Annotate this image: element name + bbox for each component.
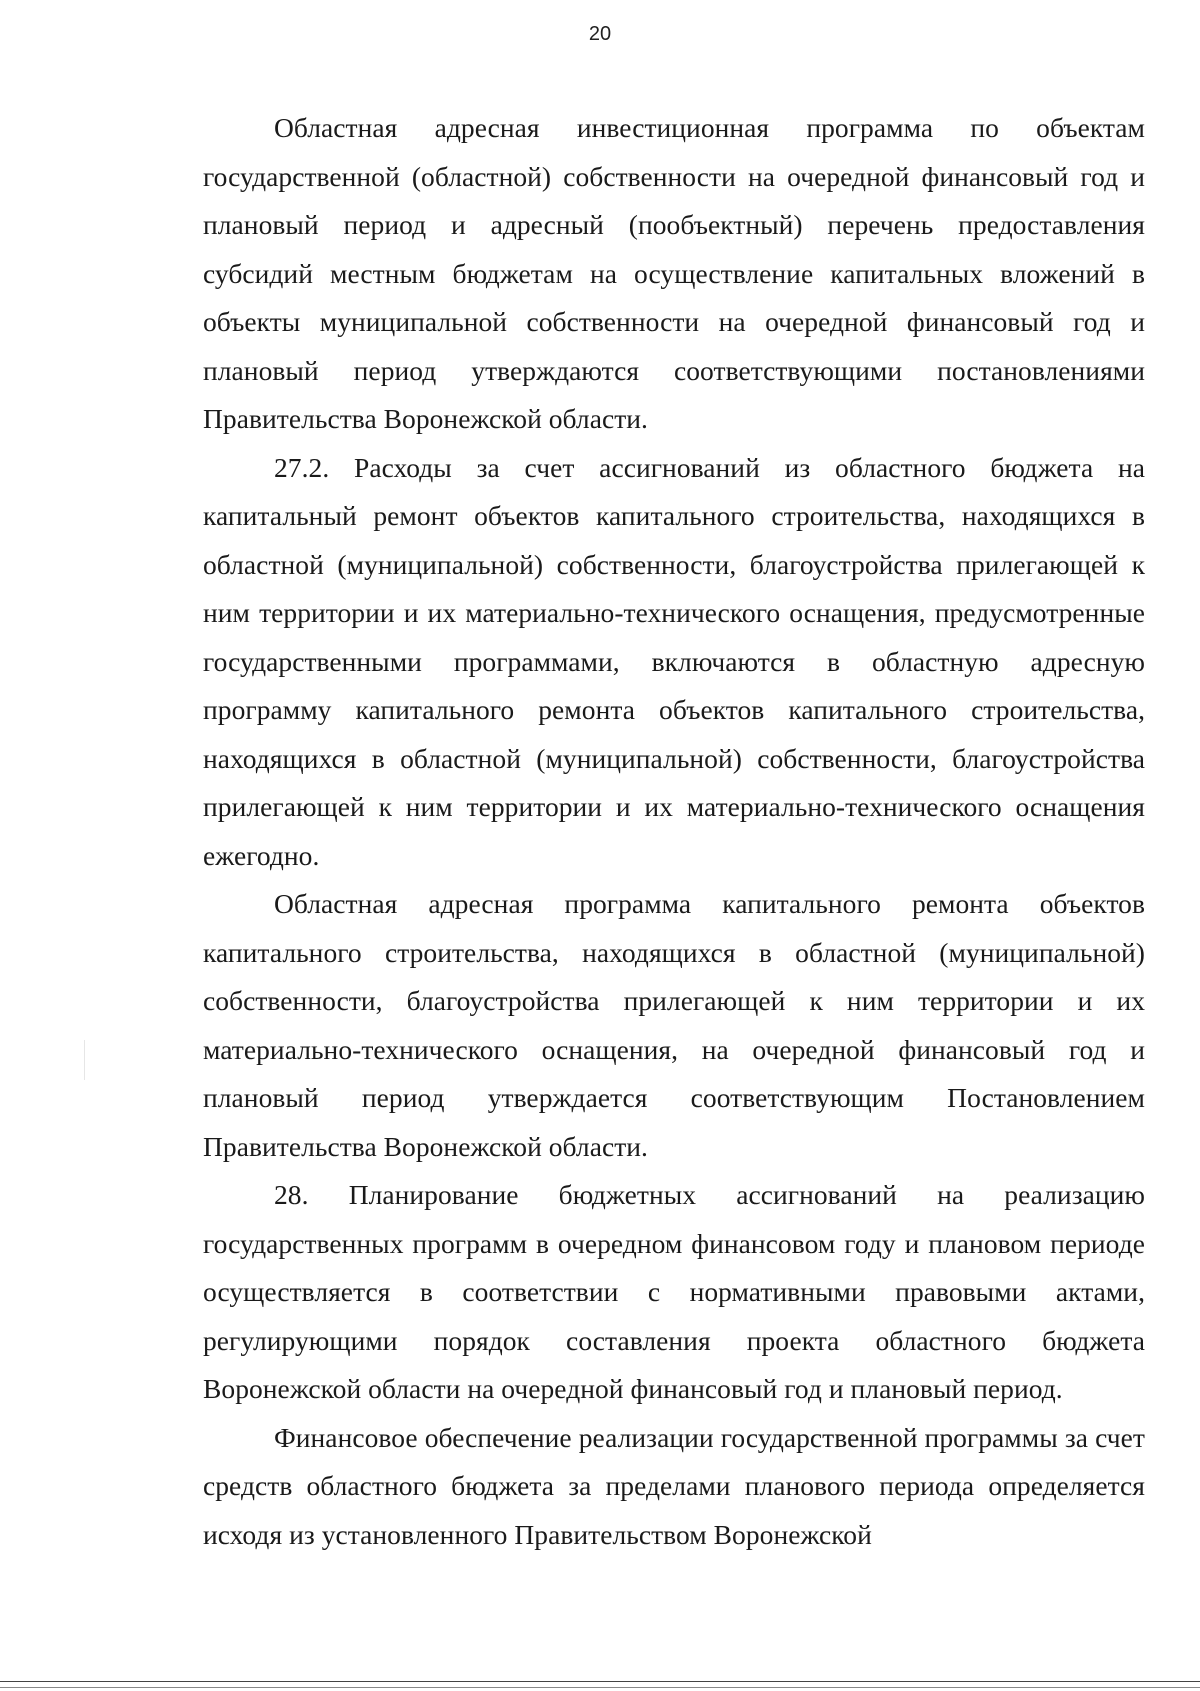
scan-margin-mark [84,1040,85,1080]
paragraph-28: 28. Планирование бюджетных ассигнований на реализацию государственных программ в очередном финансовом году и плановом периоде осуществляется в соответствии с нормативными правовыми актами, регулирующими порядок составления проекта областного бюджета Воронежской области на очередной финансовый год и плановый период. [203,1179,1145,1404]
page-bottom-edge-shadow [0,1687,1200,1688]
document-body [203,104,1145,1559]
paragraph-investment-program: Областная адресная инвестиционная программа по объектам государственной (областной) собственности на очередной финансовый год и плановый период и адресный (пообъектный) перечень предоставления субсидий местным бюджетам на осуществление капитальных вложений в объекты муниципальной собственности на очередной финансовый год и плановый период утверждаются соответствующими постановлениями Правительства Воронежской области. [203,112,1145,434]
paragraph-financing: Финансовое обеспечение реализации государственной программы за счет средств областного бюджета за пределами планового периода определяется исходя из установленного Правительством Воронежской [203,1421,1145,1550]
page-bottom-edge [0,1681,1200,1682]
paragraph-capital-repair-program: Областная адресная программа капитального ремонта объектов капитального строительства, находящихся в областной (муниципальной) собственности, благоустройства прилегающей к ним территории и их материально-технического оснащения, на очередной финансовый год и плановый период утверждается соответствующим Постановлением Правительства Воронежской области. [203,888,1145,1162]
page-number: 20 [588,23,612,45]
paragraph-27-2: 27.2. Расходы за счет ассигнований из областного бюджета на капитальный ремонт объектов капитального строительства, находящихся в областной (муниципальной) собственности, благоустройства прилегающей к ним территории и их материально-технического оснащения, предусмотренные государственными программами, включаются в областную адресную программу капитального ремонта объектов капитального строительства, находящихся в областной (муниципальной) собственности, благоустройства прилегающей к ним территории и их материально-технического оснащения ежегодно. [203,451,1145,871]
